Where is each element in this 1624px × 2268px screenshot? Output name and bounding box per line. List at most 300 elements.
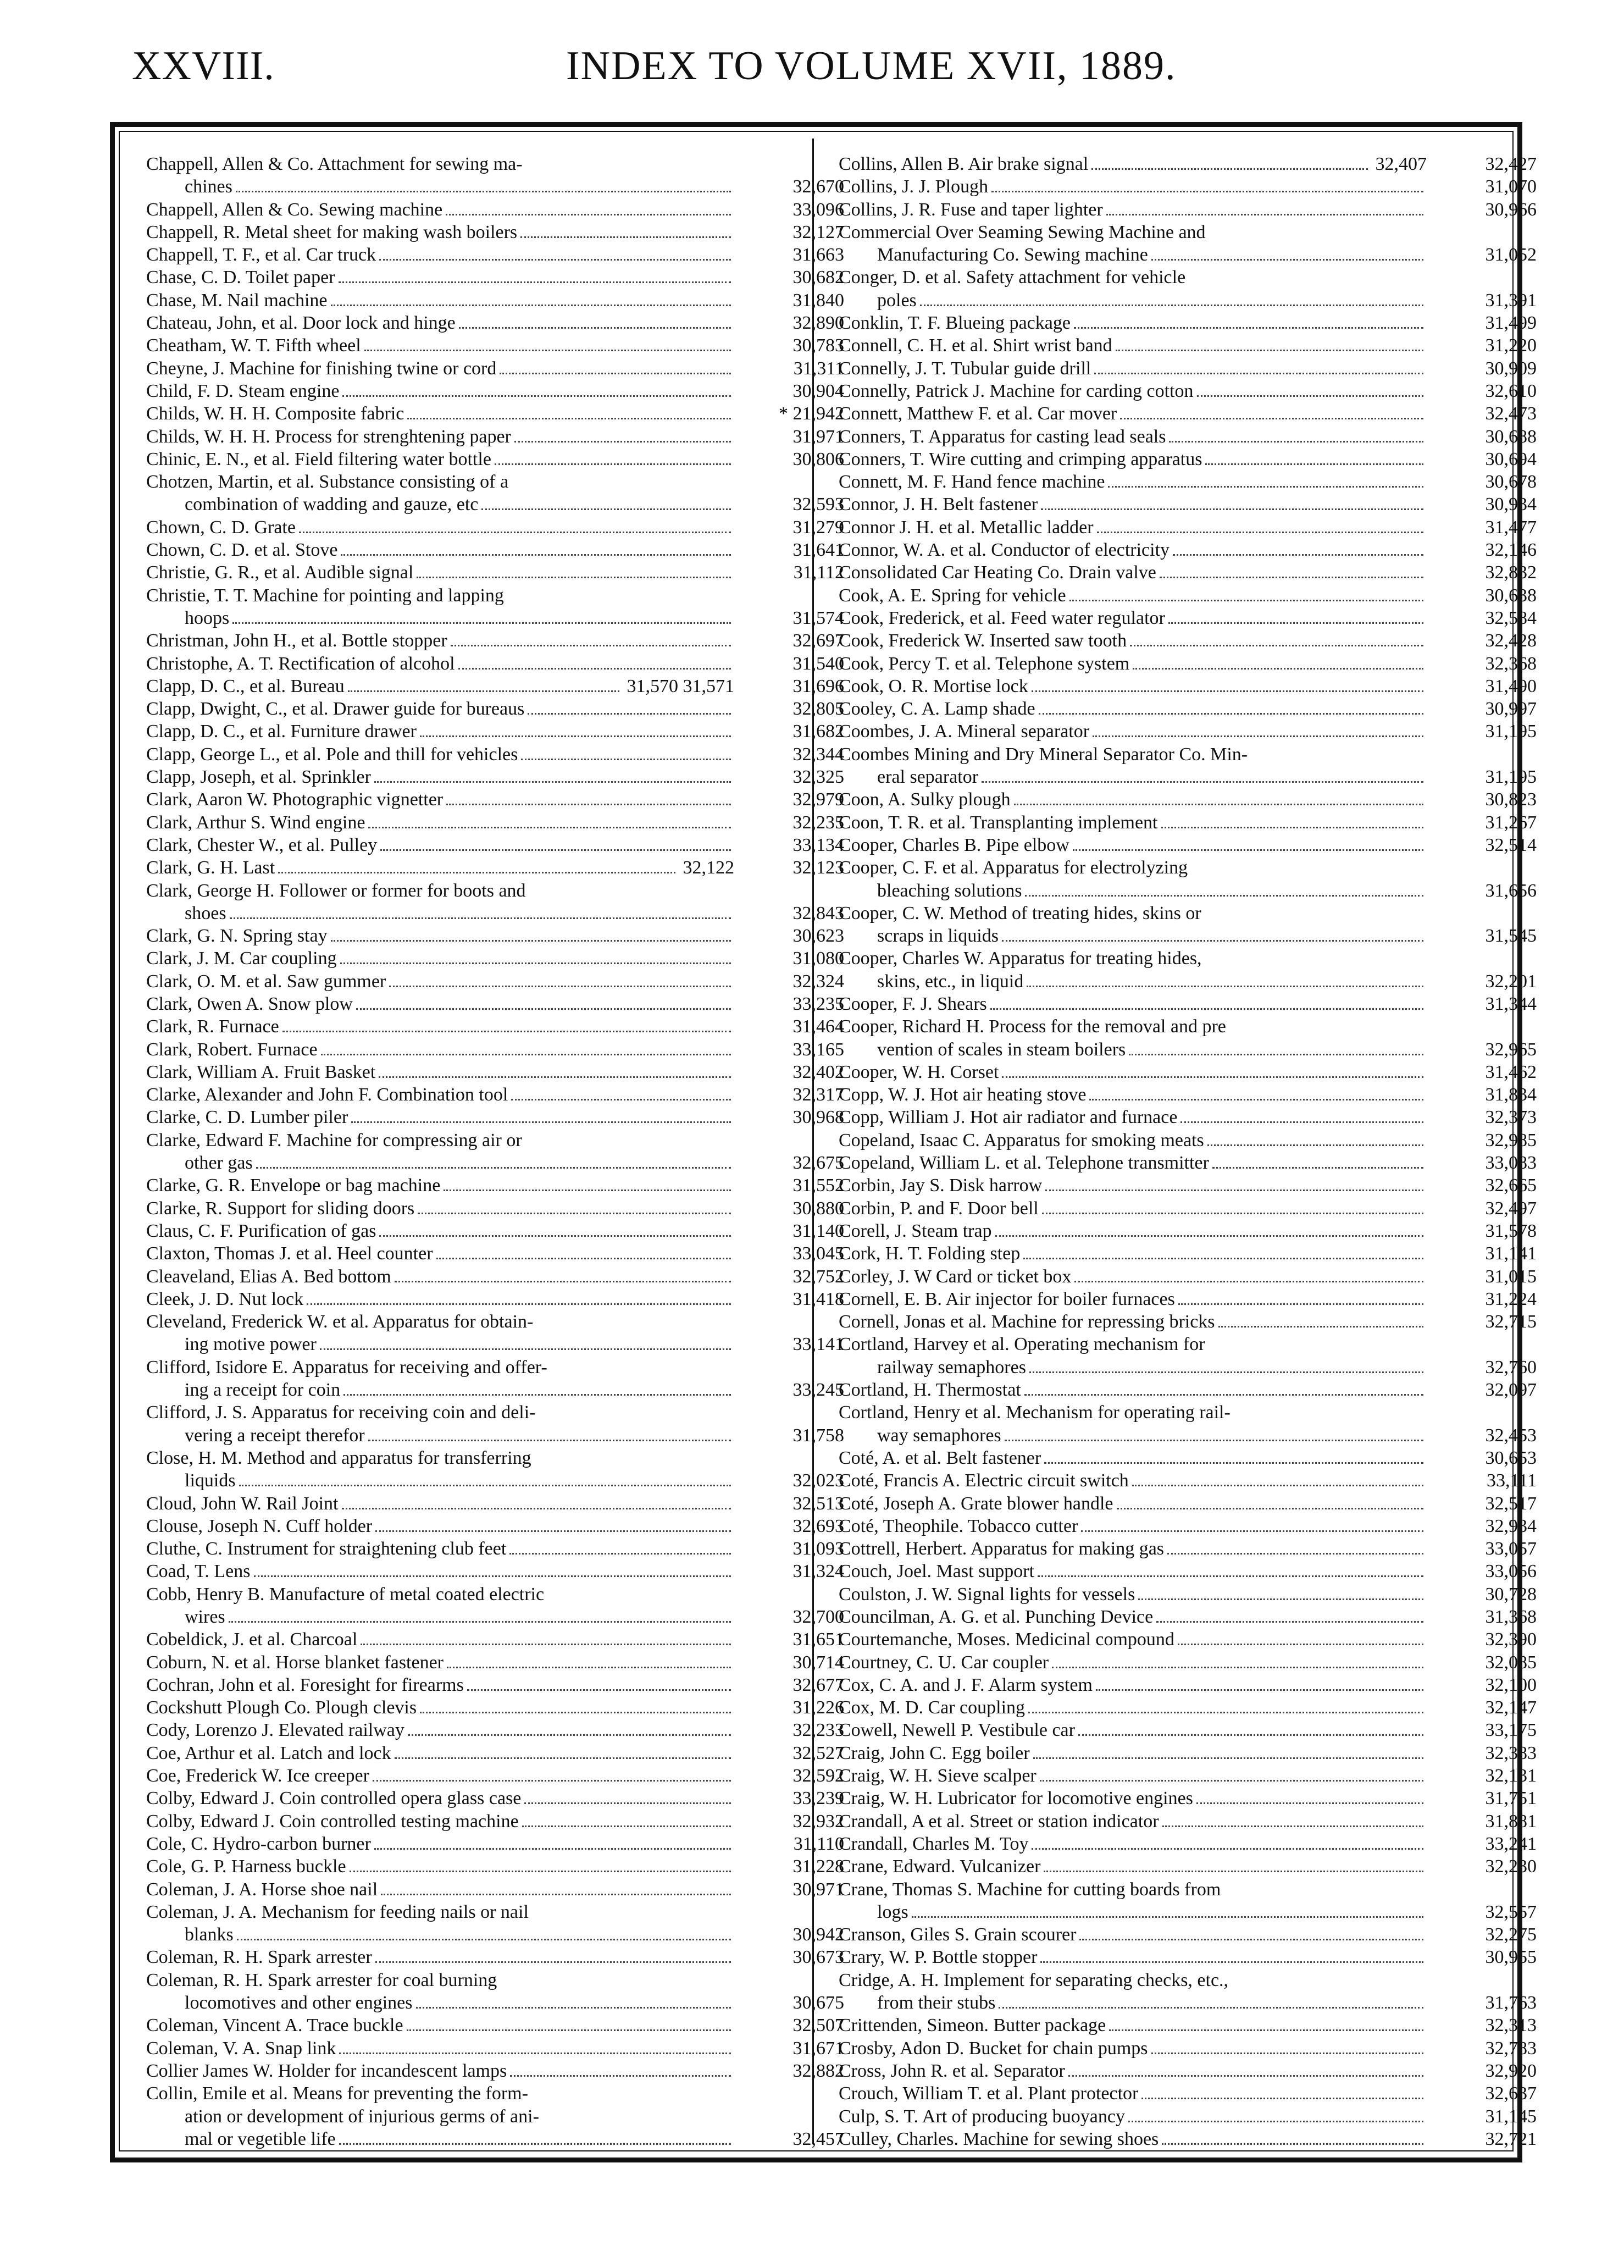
dot-leader <box>361 1644 731 1645</box>
index-entry <box>839 607 1537 629</box>
dot-leader <box>1129 1054 1423 1055</box>
patent-number: 30,909 <box>1485 358 1537 379</box>
patent-number: 30,966 <box>1485 199 1537 220</box>
dot-leader <box>343 1394 731 1396</box>
entry-text: Christman, John H., et al. Bottle stopper <box>146 630 447 651</box>
patent-number: 31,112 <box>793 562 844 583</box>
dot-leader <box>509 1553 731 1555</box>
patent-number: 32,584 <box>1485 607 1537 628</box>
patent-number: 30,675 <box>792 1993 844 2013</box>
entry-text-continued: blanks <box>185 1924 234 1945</box>
index-entry <box>146 1265 844 1288</box>
entry-text: Collins, Allen B. Air brake signal <box>839 154 1089 174</box>
patent-number: 31,578 <box>1485 1220 1537 1241</box>
entry-text-continued: ing a receipt for coin <box>185 1380 341 1401</box>
entry-text: Cox, M. D. Car coupling <box>839 1697 1026 1718</box>
patent-number: 32,752 <box>792 1266 844 1287</box>
patent-number: 32,390 <box>1485 1629 1537 1650</box>
index-entry <box>839 1492 1537 1515</box>
entry-text: Clapp, D. C., et al. Bureau <box>146 676 345 696</box>
entry-text: Clarke, Edward F. Machine for compressing air or <box>146 1130 522 1150</box>
entry-text: Courtemanche, Moses. Medicinal compound <box>839 1629 1174 1650</box>
patent-number: 30,968 <box>792 1107 844 1128</box>
entry-text: Cleaveland, Elias A. Bed bottom <box>146 1266 391 1287</box>
entry-text: Collin, Emile et al. Means for preventing the form- <box>146 2083 528 2104</box>
index-entry <box>146 1764 844 1787</box>
page-header <box>132 43 1412 109</box>
patent-number: 31,145 <box>1485 2106 1537 2127</box>
index-entry <box>146 1651 844 1674</box>
dot-leader <box>1116 350 1423 351</box>
dot-leader <box>1133 668 1423 670</box>
dot-leader <box>999 2007 1423 2009</box>
entry-text: Cochran, John et al. Foresight for firearms <box>146 1674 464 1695</box>
index-entry <box>839 2037 1537 2060</box>
entry-text: Cornell, Jonas et al. Machine for repressing bricks <box>839 1312 1215 1332</box>
entry-text-continued: bleaching solutions <box>877 880 1022 901</box>
patent-number: 31,344 <box>1485 993 1537 1014</box>
index-entry <box>839 357 1537 380</box>
entry-text: Coburn, N. et al. Horse blanket fastener <box>146 1652 444 1673</box>
index-entry <box>146 1878 844 1901</box>
patent-number: 32,097 <box>1485 1380 1537 1401</box>
patent-number: 32,513 <box>792 1493 844 1514</box>
index-entry <box>146 1106 844 1129</box>
patent-number: 30,934 <box>1485 494 1537 515</box>
index-entry <box>146 993 844 1015</box>
dot-leader <box>1162 2143 1423 2145</box>
dot-leader <box>1162 1826 1423 1827</box>
index-entry <box>146 1174 844 1197</box>
entry-text-continued: hoops <box>185 607 230 628</box>
dot-leader <box>356 1008 731 1010</box>
patent-number: 30,728 <box>1485 1584 1537 1605</box>
dot-leader <box>451 645 731 646</box>
patent-number: 33,165 <box>792 1039 844 1060</box>
index-entry <box>146 1583 844 1629</box>
entry-text: Craig, W. H. Lubricator for locomotive engines <box>839 1788 1193 1809</box>
patent-number: 32,890 <box>792 313 844 334</box>
entry-text: Cooper, C. F. et al. Apparatus for electrolyzing <box>839 858 1188 878</box>
dot-leader <box>1196 1802 1423 1804</box>
entry-text: Child, F. D. Steam engine <box>146 380 340 401</box>
index-entry <box>146 1356 844 1402</box>
dot-leader <box>1042 1213 1423 1214</box>
dot-leader <box>991 191 1423 192</box>
dot-leader <box>320 1348 731 1350</box>
index-entry <box>146 448 844 471</box>
dot-leader <box>1069 600 1423 601</box>
entry-text: Crane, Thomas S. Machine for cutting boards from <box>839 1879 1221 1900</box>
index-entry <box>839 1447 1537 1469</box>
entry-text: Clark, Arthur S. Wind engine <box>146 812 365 833</box>
index-entry <box>146 1492 844 1515</box>
index-entry <box>839 516 1537 539</box>
entry-text: Corbin, P. and F. Door bell <box>839 1198 1039 1219</box>
entry-text: Collins, J. J. Plough <box>839 176 989 197</box>
patent-number: 33,241 <box>1485 1833 1537 1854</box>
index-column-left <box>146 153 844 2150</box>
entry-text: Cleveland, Frederick W. et al. Apparatus for obtain- <box>146 1312 534 1332</box>
dot-leader <box>982 781 1423 783</box>
entry-text: Coleman, J. A. Mechanism for feeding nails or nail <box>146 1901 529 1922</box>
patent-number: 32,275 <box>1485 1924 1537 1945</box>
patent-number: 31,462 <box>1485 1061 1537 1082</box>
entry-text: Clarke, R. Support for sliding doors <box>146 1198 415 1219</box>
dot-leader <box>1044 1871 1423 1872</box>
entry-text: Clouse, Joseph N. Cuff holder <box>146 1515 373 1536</box>
index-entry <box>146 698 844 720</box>
patent-number: 31,070 <box>1485 176 1537 197</box>
patent-number: 30,783 <box>792 335 844 356</box>
entry-text: Cooper, Richard H. Process for the removal and pre <box>839 1016 1226 1037</box>
entry-text: Cooper, W. H. Corset <box>839 1061 999 1082</box>
patent-number: 31,279 <box>792 517 844 538</box>
index-entry <box>839 1015 1537 1061</box>
dot-leader <box>510 2075 731 2077</box>
index-entry <box>146 244 844 266</box>
dot-leader <box>1032 690 1423 692</box>
patent-number: 32,324 <box>792 971 844 992</box>
patent-number: 30,694 <box>1485 449 1537 469</box>
dot-leader <box>1151 2053 1423 2054</box>
index-entry <box>839 2082 1537 2105</box>
index-entry <box>839 1265 1537 1288</box>
index-entry <box>839 1401 1537 1447</box>
index-entry <box>146 856 844 879</box>
index-entry <box>146 380 844 402</box>
patent-number: 32,453 <box>1485 1425 1537 1446</box>
patent-number: 33,056 <box>1485 1561 1537 1582</box>
index-entry <box>839 1083 1537 1106</box>
page-number: XXVIII. <box>132 43 275 88</box>
entry-text: Cook, A. E. Spring for vehicle <box>839 585 1066 606</box>
index-entry <box>839 675 1537 698</box>
patent-number: 30,880 <box>792 1198 844 1219</box>
entry-text: Coe, Frederick W. Ice creeper <box>146 1766 369 1786</box>
entry-text: Connett, Matthew F. et al. Car mover <box>839 403 1117 424</box>
entry-text: Coleman, V. A. Snap link <box>146 2038 336 2059</box>
dot-leader <box>1027 986 1423 987</box>
dot-leader <box>375 1530 731 1532</box>
entry-text: Connelly, J. T. Tubular guide drill <box>839 358 1091 379</box>
entry-text: Cook, Frederick, et al. Feed water regulator <box>839 607 1165 628</box>
patent-number: 31,224 <box>1485 1288 1537 1309</box>
index-entry <box>839 1220 1537 1242</box>
dot-leader <box>1044 1462 1423 1464</box>
dot-leader <box>514 441 731 442</box>
patent-number: 31,696 <box>792 676 844 696</box>
index-entry <box>839 1129 1537 1152</box>
index-entry <box>146 788 844 811</box>
patent-number: 30,823 <box>1485 789 1537 810</box>
patent-number: 32,677 <box>792 1674 844 1695</box>
dot-leader <box>1093 735 1423 737</box>
dot-leader <box>380 849 731 851</box>
index-entry <box>146 2037 844 2060</box>
dot-leader <box>339 281 731 283</box>
dot-leader <box>1205 463 1423 465</box>
dot-leader <box>375 1961 731 1963</box>
index-entry <box>146 1129 844 1175</box>
entry-text-continued: railway semaphores <box>877 1357 1026 1378</box>
patent-number: 31,052 <box>1485 245 1537 265</box>
dot-leader <box>282 1031 731 1032</box>
patent-number: 32,979 <box>792 789 844 810</box>
entry-text: Clark, Robert. Furnace <box>146 1039 318 1060</box>
dot-leader <box>1014 804 1423 805</box>
dot-leader <box>1218 1326 1423 1327</box>
entry-text: Copeland, William L. et al. Telephone transmitter <box>839 1153 1209 1174</box>
patent-number: 33,239 <box>792 1788 844 1809</box>
entry-text: Coté, Joseph A. Grate blower handle <box>839 1493 1113 1514</box>
patent-number: 31,881 <box>1485 1811 1537 1832</box>
entry-text-continued: combination of wadding and gauze, etc <box>185 494 479 515</box>
patent-number: 30,955 <box>1485 1947 1537 1968</box>
dot-leader <box>331 305 731 306</box>
patent-number: 32,473 <box>1485 403 1537 424</box>
dot-leader <box>1160 577 1423 578</box>
index-entry <box>146 153 844 198</box>
dot-leader <box>1109 2029 1423 2031</box>
dot-leader <box>1167 1553 1423 1555</box>
dot-leader <box>1169 441 1423 442</box>
entry-text: Corbin, Jay S. Disk harrow <box>839 1175 1043 1196</box>
index-entry <box>839 1651 1537 1674</box>
dot-leader <box>500 373 731 374</box>
entry-text: Cooper, C. W. Method of treating hides, skins or <box>839 903 1201 923</box>
entry-text: Cody, Lorenzo J. Elevated railway <box>146 1720 404 1741</box>
entry-text: Cortland, H. Thermostat <box>839 1380 1021 1401</box>
dot-leader <box>418 1213 731 1214</box>
patent-number-extra: 32,407 <box>1375 154 1427 174</box>
dot-leader <box>1108 486 1423 488</box>
entry-text-continued: poles <box>877 290 917 311</box>
entry-text: Collier James W. Holder for incandescent lamps <box>146 2060 507 2081</box>
index-entry <box>839 198 1537 221</box>
dot-leader <box>420 1712 731 1713</box>
entry-text-continued: Manufacturing Co. Sewing machine <box>877 245 1148 265</box>
entry-text: Coleman, J. A. Horse shoe nail <box>146 1879 378 1900</box>
dot-leader <box>1117 1508 1424 1509</box>
index-entry <box>146 1242 844 1265</box>
index-entry <box>839 2060 1537 2082</box>
index-entry <box>146 947 844 970</box>
patent-number: 33,057 <box>1485 1539 1537 1559</box>
dot-leader <box>236 191 731 192</box>
index-entry <box>146 289 844 312</box>
entry-text: Cole, G. P. Harness buckle <box>146 1856 346 1877</box>
patent-number: 32,670 <box>792 176 844 197</box>
entry-text: Commercial Over Seaming Sewing Machine and <box>839 222 1206 242</box>
entry-text-continued: scraps in liquids <box>877 926 999 947</box>
patent-number: 30,638 <box>1485 585 1537 606</box>
entry-text: Clark, Chester W., et al. Pulley <box>146 834 378 855</box>
entry-text: Consolidated Car Heating Co. Drain valve <box>839 562 1156 583</box>
dot-leader <box>1045 1190 1423 1191</box>
patent-number: 31,682 <box>792 721 844 742</box>
index-entry <box>839 2105 1537 2128</box>
dot-leader <box>1097 532 1423 533</box>
index-entry <box>146 1628 844 1651</box>
entry-text: Childs, W. H. H. Process for strenghtening paper <box>146 426 511 447</box>
dot-leader <box>1168 622 1423 624</box>
entry-text: Clarke, G. R. Envelope or bag machine <box>146 1175 441 1196</box>
dot-leader <box>990 1008 1423 1010</box>
dot-leader <box>1128 2121 1423 2122</box>
index-entry <box>146 1969 844 2015</box>
patent-number: 32,932 <box>792 1811 844 1832</box>
entry-text-continued: logs <box>877 1901 908 1922</box>
entry-text: Clifford, Isidore E. Apparatus for receiving and offer- <box>146 1357 547 1378</box>
entry-text: Craig, John C. Egg boiler <box>839 1743 1030 1763</box>
dot-leader <box>321 1054 731 1055</box>
index-entry <box>839 652 1537 675</box>
index-entry <box>839 1333 1537 1379</box>
index-entry <box>146 425 844 448</box>
patent-number: 32,805 <box>792 699 844 720</box>
index-entry <box>146 357 844 380</box>
index-entry <box>146 1560 844 1583</box>
entry-text: Coté, Theophile. Tobacco cutter <box>839 1515 1078 1536</box>
entry-text: Cluthe, C. Instrument for straightening club feet <box>146 1539 507 1559</box>
index-entry <box>146 1083 844 1106</box>
patent-number: 30,682 <box>792 267 844 288</box>
index-entry <box>839 720 1537 743</box>
dot-leader <box>1040 1780 1423 1782</box>
patent-number: 30,688 <box>1485 426 1537 447</box>
patent-number: 32,760 <box>1485 1357 1537 1378</box>
dot-leader <box>341 554 731 556</box>
entry-text: Colby, Edward J. Coin controlled opera glass case <box>146 1788 522 1809</box>
entry-text: Cloud, John W. Rail Joint <box>146 1493 339 1514</box>
patent-number: 31,220 <box>1485 335 1537 356</box>
dot-leader <box>511 1099 731 1100</box>
entry-text: Coad, T. Lens <box>146 1561 251 1582</box>
entry-text: Coe, Arthur et al. Latch and lock <box>146 1743 391 1763</box>
entry-text: Clark, William A. Fruit Basket <box>146 1061 376 1082</box>
patent-number: 31,663 <box>792 245 844 265</box>
index-entry <box>146 720 844 743</box>
entry-text: Copeland, Isaac C. Apparatus for smoking meats <box>839 1130 1204 1150</box>
dot-leader <box>1161 827 1423 828</box>
index-entry <box>146 925 844 947</box>
patent-number: 31,226 <box>792 1697 844 1718</box>
dot-leader <box>416 2007 731 2009</box>
entry-text-continued: vering a receipt therefor <box>185 1425 365 1446</box>
index-entry <box>146 1515 844 1537</box>
dot-leader <box>446 804 731 805</box>
dot-leader <box>364 350 731 351</box>
entry-text: Colby, Edward J. Coin controlled testing machine <box>146 1811 519 1832</box>
dot-leader <box>1040 1961 1423 1963</box>
patent-number-extra: 31,570 31,571 <box>627 676 734 696</box>
index-entry <box>146 539 844 561</box>
entry-text: Cottrell, Herbert. Apparatus for making gas <box>839 1539 1165 1559</box>
dot-leader <box>1079 1939 1423 1940</box>
patent-number: 32,517 <box>1485 1493 1537 1514</box>
dot-leader <box>307 1303 731 1305</box>
patent-number: 32,100 <box>1485 1674 1537 1695</box>
dot-leader <box>1130 645 1423 646</box>
index-entry <box>839 334 1537 357</box>
entry-text: Culp, S. T. Art of producing buoyancy <box>839 2106 1125 2127</box>
patent-number: 33,134 <box>792 834 844 855</box>
index-column-right <box>839 153 1537 2150</box>
patent-number: 32,507 <box>792 2015 844 2036</box>
index-entry <box>146 516 844 539</box>
patent-number: 31,418 <box>792 1288 844 1309</box>
index-entry <box>839 1174 1537 1197</box>
entry-text-continued: wires <box>185 1607 225 1627</box>
dot-leader <box>1078 1734 1423 1736</box>
patent-number: 32,610 <box>1485 380 1537 401</box>
dot-leader <box>1081 1530 1423 1532</box>
entry-text-continued: ing motive power <box>185 1334 317 1355</box>
dot-leader <box>458 668 731 670</box>
entry-text: Clark, G. H. Last <box>146 858 275 878</box>
dot-leader <box>351 1121 731 1123</box>
index-entry <box>839 425 1537 448</box>
patent-number: 32,715 <box>1485 1312 1537 1332</box>
entry-text: Conger, D. et al. Safety attachment for vehicle <box>839 267 1186 288</box>
entry-text-continued: chines <box>185 176 232 197</box>
entry-text: Connett, M. F. Hand fence machine <box>839 472 1105 493</box>
dot-leader <box>1028 1712 1423 1713</box>
entry-text: Crandall, A et al. Street or station indicator <box>839 1811 1159 1832</box>
patent-number-extra: 32,122 <box>683 858 734 878</box>
patent-number: 31,574 <box>792 607 844 628</box>
dot-leader <box>374 1848 731 1850</box>
entry-text-continued: way semaphores <box>877 1425 1001 1446</box>
patent-number: 32,700 <box>792 1607 844 1627</box>
dot-leader <box>1032 1848 1423 1850</box>
entry-text: Conklin, T. F. Blueing package <box>839 313 1071 334</box>
entry-text: Chase, M. Nail machine <box>146 290 328 311</box>
dot-leader <box>237 1939 731 1940</box>
dot-leader <box>495 463 731 465</box>
index-entry <box>146 629 844 652</box>
patent-number: 31,228 <box>792 1856 844 1877</box>
entry-text: Claxton, Thomas J. et al. Heel counter <box>146 1243 433 1264</box>
dot-leader <box>1180 1121 1423 1123</box>
entry-text: Cobb, Henry B. Manufacture of metal coated electric <box>146 1584 545 1605</box>
index-entry <box>146 1288 844 1310</box>
entry-text: Chappell, R. Metal sheet for making wash boilers <box>146 222 518 242</box>
dot-leader <box>446 214 731 215</box>
dot-leader <box>339 2143 731 2145</box>
index-entry <box>839 1242 1537 1265</box>
entry-text: Culley, Charles. Machine for sewing shoes <box>839 2128 1159 2149</box>
patent-number: 32,023 <box>792 1470 844 1491</box>
patent-number: 32,934 <box>1485 1515 1537 1536</box>
patent-number: 32,557 <box>1485 1901 1537 1922</box>
index-entry <box>146 561 844 584</box>
patent-number: 31,971 <box>792 426 844 447</box>
patent-number: 32,233 <box>792 1720 844 1741</box>
entry-text: Claus, C. F. Purification of gas <box>146 1220 376 1241</box>
entry-text: Cortland, Henry et al. Mechanism for operating rail- <box>839 1402 1231 1423</box>
dot-leader <box>1106 214 1423 215</box>
index-entry <box>839 1288 1537 1310</box>
dot-leader <box>407 2029 731 2031</box>
patent-number: 30,997 <box>1485 699 1537 720</box>
entry-text: Coon, T. R. et al. Transplanting implement <box>839 812 1158 833</box>
index-entry <box>146 1401 844 1447</box>
dot-leader <box>232 622 731 624</box>
index-entry <box>146 2014 844 2037</box>
entry-text: Connelly, Patrick J. Machine for carding cotton <box>839 380 1194 401</box>
